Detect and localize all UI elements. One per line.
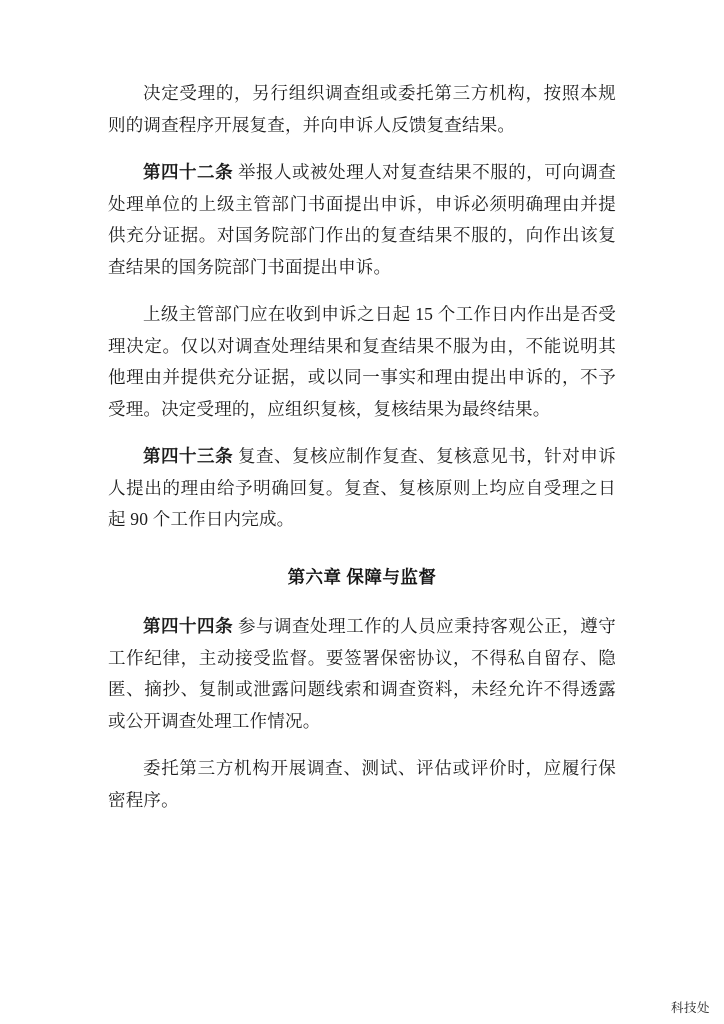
- paragraph: [108, 299, 616, 425]
- paragraph: [108, 753, 616, 816]
- paragraph: [108, 611, 616, 737]
- article-number: 第四十四条: [143, 616, 234, 636]
- paragraph-text: 举报人或被处理人对复查结果不服的，可向调查处理单位的上级主管部门书面提出申诉，申诉必须明确理由并提供充分证据。对国务院部门作出的复查结果不服的，向作出该复查结果的国务院部门书面提出申诉。: [108, 162, 617, 277]
- paragraph-text: 参与调查处理工作的人员应秉持客观公正，遵守工作纪律，主动接受监督。要签署保密协议，不得私自留存、隐匿、摘抄、复制或泄露问题线索和调查资料，未经允许不得透露或公开调查处理工作情况。: [108, 616, 617, 731]
- paragraph-text: 上级主管部门应在收到申诉之日起 15 个工作日内作出是否受理决定。仅以对调查处理结果和复查结果不服为由，不能说明其他理由并提供充分证据，或以同一事实和理由提出申诉的，不予受理。决定受理的，应组织复核，复核结果为最终结果。: [108, 304, 616, 419]
- article-number: 第四十二条: [143, 162, 234, 182]
- article-number: 第四十三条: [143, 446, 234, 466]
- paragraph-text: 委托第三方机构开展调查、测试、评估或评价时，应履行保密程序。: [108, 758, 616, 810]
- chapter-heading: 第六章 保障与监督: [287, 566, 437, 587]
- paragraph: [108, 441, 616, 536]
- paragraph-text: 决定受理的，另行组织调查组或委托第三方机构，按照本规则的调查程序开展复查，并向申诉人反馈复查结果。: [108, 83, 616, 135]
- paragraph-text: 复查、复核应制作复查、复核意见书，针对申诉人提出的理由给予明确回复。复查、复核原则上均应自受理之日起 90 个工作日内完成。: [108, 446, 617, 529]
- footer-stamp-text: 科技处: [670, 1001, 710, 1015]
- paragraph: [108, 78, 616, 141]
- paragraph: [108, 157, 616, 283]
